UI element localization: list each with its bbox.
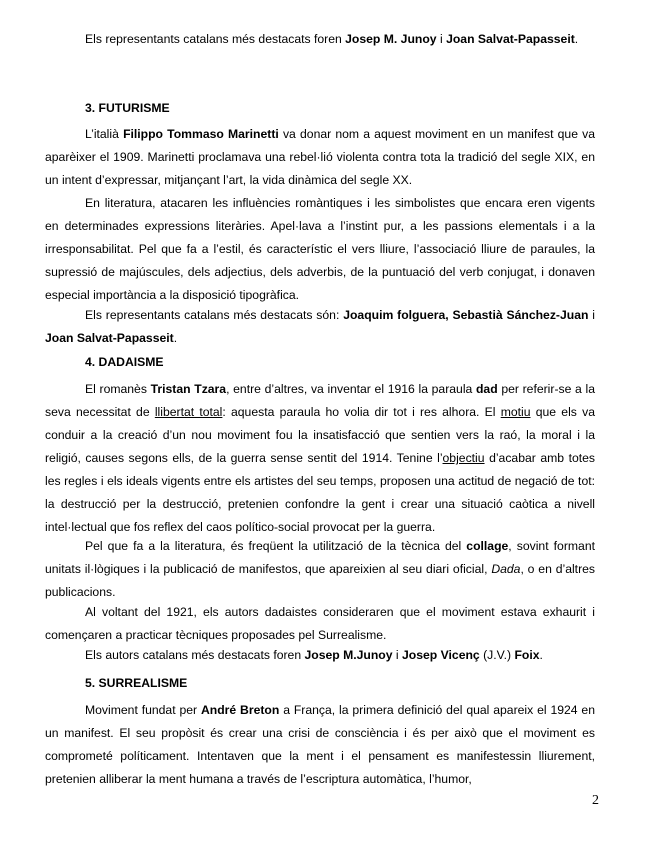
italic-title: Dada xyxy=(491,562,521,576)
underlined-text: motiu xyxy=(500,405,531,419)
bold-name: Joan Salvat-Papasseit xyxy=(446,32,575,46)
bold-word: collage xyxy=(466,539,509,553)
paragraph-futurisme-2: En literatura, atacaren les influències romàntiques i les simbolistes que encara eren vigents en determinades expressions literàries. Apel·lava a l’instint pur, a les passions elementals i a la irresponsabilitat. Pel que fa a l’estil, és característic el vers lliure, l’associació lliure de paraules, la supressió de majúscules, dels adjectius, dels adverbis, de la puntuació del verb conjugat, i donaven especial importància a la disposició tipogràfica. xyxy=(45,196,595,302)
text: i xyxy=(588,308,595,322)
text: que els va conduir a la creació d’un nou moviment fou la insatisfacció que sentien vers la raó, la moral i la religió, causes segons ells, de la guerra sense sentit del 1914. Tenine l’ xyxy=(45,405,595,465)
text: Els representants catalans més destacats són: xyxy=(85,308,344,322)
paragraph-futurisme-3 xyxy=(45,304,595,350)
paragraph-intro xyxy=(45,28,595,51)
bold-name: Josep Vicenç xyxy=(402,648,480,662)
text: va donar nom a aquest moviment en un manifest que va aparèixer el 1909. Marinetti proclamava una rebel·lió violenta contra tota la tradició del segle XIX, en un intent d’expressar, mitjançant l’art, la vida dinàmica del segle XX. xyxy=(45,127,596,187)
paragraph-dadaisme-4 xyxy=(45,644,595,667)
bold-name: Tristan Tzara xyxy=(150,382,227,396)
text: a França, la primera definició del qual apareix el 1924 en un manifest. El seu propòsit és crear una crisi de consciència i és per això que el moviment es comprometé políticament. Intentaven que la ment i el pensament es manifestessin lliurement, pretenien alliberar la ment humana a través de l’escriptura automàtica, l’humor, xyxy=(45,703,595,786)
text: , o en d’altres publicacions. xyxy=(45,562,595,599)
text: i xyxy=(436,32,447,46)
paragraph-dadaisme-2 xyxy=(45,535,595,604)
bold-word: dad xyxy=(475,382,498,396)
paragraph-surrealisme-1 xyxy=(45,699,595,791)
bold-name: Foix xyxy=(514,648,540,662)
bold-name: Josep M.Junoy xyxy=(304,648,393,662)
text: Pel que fa a la literatura, és freqüent la utilització de la tècnica del xyxy=(85,539,467,553)
text: per referir-se a la seva necessitat de xyxy=(45,382,595,419)
paragraph-dadaisme-3: Al voltant del 1921, els autors dadaistes consideraren que el moviment estava exhaurit i començaren a practicar tècniques proposades pel Surrealisme. xyxy=(45,605,595,642)
bold-name: Joan Salvat-Papasseit xyxy=(45,331,174,345)
text: (J.V.) xyxy=(479,648,515,662)
page-number: 2 xyxy=(592,793,599,808)
bold-name: Josep M. Junoy xyxy=(345,32,437,46)
text: . xyxy=(539,648,543,662)
heading-futurisme: 3. FUTURISME xyxy=(85,101,170,115)
bold-name: André Breton xyxy=(200,703,280,717)
text: . xyxy=(173,331,178,345)
text: Els autors catalans més destacats foren xyxy=(85,648,305,662)
text: . xyxy=(574,32,579,46)
text: d’acabar amb totes les regles i els ideals vigents entre els artistes del seu temps, proposen una actitud de negació de tot: la destrucció per la destrucció, pretenien confondre la gent i crear una situació caòtica a nivell intel·lectual que fos reflex del caos político-social provocat per la guerra. xyxy=(45,451,595,534)
heading-dadaisme: 4. DADAISME xyxy=(85,355,164,369)
text: i xyxy=(392,648,403,662)
underlined-text: llibertat total xyxy=(154,405,223,419)
heading-surrealisme: 5. SURREALISME xyxy=(85,676,188,690)
underlined-text: objectiu xyxy=(442,451,485,465)
text: , sovint formant unitats il·lògiques i la publicació de manifestos, que apareixien al seu diari oficial, xyxy=(45,539,595,576)
text: , entre d’altres, va inventar el 1916 la paraula xyxy=(226,382,476,396)
paragraph-dadaisme-1 xyxy=(45,378,595,539)
text: : aquesta paraula ho volia dir tot i res alhora. El xyxy=(222,405,501,419)
text: El romanès xyxy=(85,382,151,396)
bold-name: Filippo Tommaso Marinetti xyxy=(123,127,279,141)
text: L’italià xyxy=(85,127,124,141)
bold-name: Joaquim folguera, Sebastià Sánchez-Juan xyxy=(343,308,589,322)
text: Moviment fundat per xyxy=(85,703,201,717)
text: Els representants catalans més destacats foren xyxy=(85,32,346,46)
paragraph-futurisme-1 xyxy=(45,123,595,192)
